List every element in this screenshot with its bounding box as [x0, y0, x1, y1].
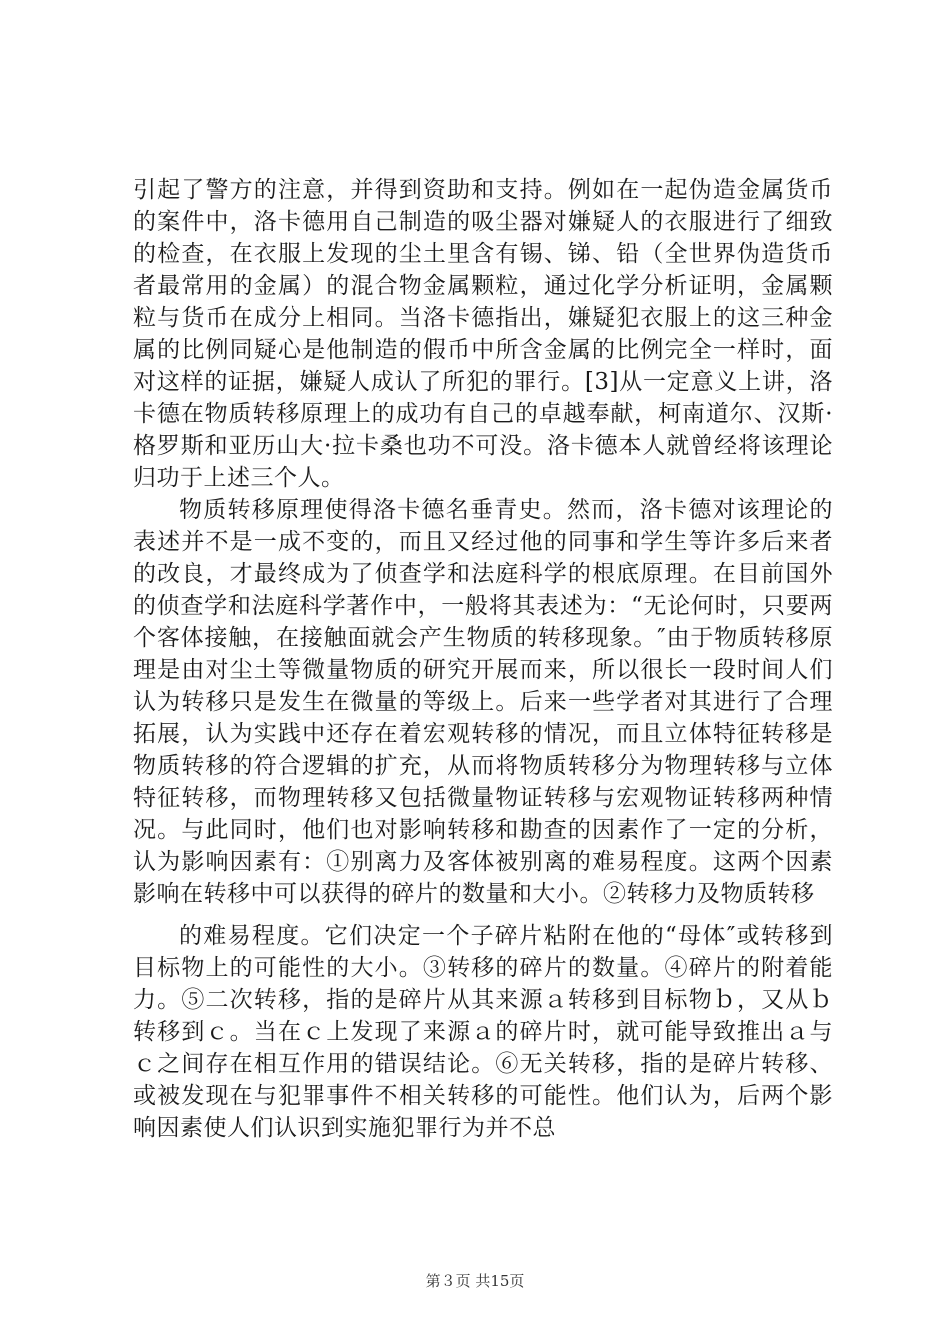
body-text — [133, 174, 833, 1144]
paragraph-1: 引起了警方的注意，并得到资助和支持。例如在一起伪造金属货币的案件中，洛卡德用自己制造的吸尘器对嫌疑人的衣服进行了细致的检查，在衣服上发现的尘土里含有锡、锑、铅（全世界伪造货币者最常用的金属）的混合物金属颗粒，通过化学分析证明，金属颗粒与货币在成分上相同。当洛卡德指出，嫌疑犯衣服上的这三种金属的比例同疑心是他制造的假币中所含金属的比例完全一样时，面对这样的证据，嫌疑人成认了所犯的罪行。[3]从一定意义上讲，洛卡德在物质转移原理上的成功有自己的卓越奉献，柯南道尔、汉斯·格罗斯和亚历山大·拉卡桑也功不可没。洛卡德本人就曾经将该理论归功于上述三个人。 — [133, 177, 833, 491]
page-footer: 第３页 共15页 — [425, 1272, 525, 1290]
paragraph-3: 的难易程度。它们决定一个子碎片粘附在他的“母体″或转移到目标物上的可能性的大小。③转移的碎片的数量。④碎片的附着能力。⑤二次转移，指的是碎片从其来源ａ转移到目标物ｂ，又从ｂ转移到ｃ。当在ｃ上发现了来源ａ的碎片时，就可能导致推出ａ与ｃ之间存在相互作用的错误结论。⑥无关转移，指的是碎片转移、或被发现在与犯罪事件不相关转移的可能性。他们认为，后两个影响因素使人们认识到实施犯罪行为并不总 — [133, 923, 833, 1141]
paragraph-2: 物质转移原理使得洛卡德名垂青史。然而，洛卡德对该理论的表述并不是一成不变的，而且又经过他的同事和学生等许多后来者的改良，才最终成为了侦查学和法庭科学的根底原理。在目前国外的侦查学和法庭科学著作中，一般将其表述为：“无论何时，只要两个客体接触，在接触面就会产生物质的转移现象。″由于物质转移原理是由对尘土等微量物质的研究开展而来，所以很长一段时间人们认为转移只是发生在微量的等级上。后来一些学者对其进行了合理拓展，认为实践中还存在着宏观转移的情况，而且立体特征转移是物质转移的符合逻辑的扩充，从而将物质转移分为物理转移与立体特征转移，而物理转移又包括微量物证转移与宏观物证转移两种情况。与此同时，他们也对影响转移和勘查的因素作了一定的分析，认为影响因素有：①别离力及客体被别离的难易程度。这两个因素影响在转移中可以获得的碎片的数量和大小。②转移力及物质转移 — [133, 497, 833, 907]
